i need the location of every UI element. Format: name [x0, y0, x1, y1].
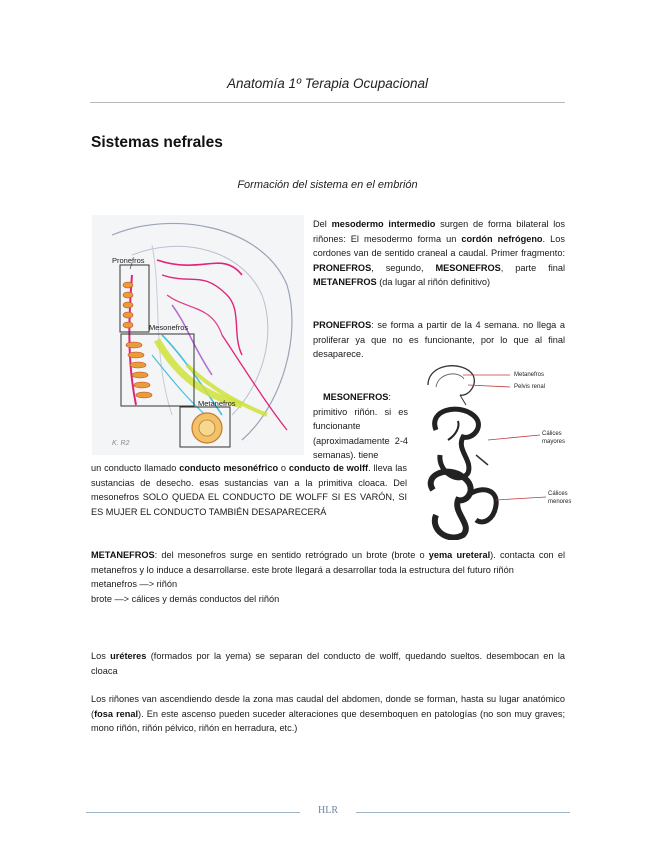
footer-divider-left	[86, 812, 300, 813]
term: conducto mesonéfrico	[179, 463, 279, 473]
artist-signature: K. R2	[112, 440, 130, 447]
term: mesodermo intermedio	[331, 219, 436, 229]
text: metanefros —> riñón	[91, 579, 178, 589]
text: un conducto llamado	[91, 463, 180, 473]
paragraph-ureteres	[91, 649, 565, 678]
term: METANEFROS	[313, 277, 377, 287]
text: : se forma a partir de la 4 semana. no llega a proliferar ya que no es funcionante, por lo que al final desaparece.	[313, 320, 565, 359]
text: ). contacta con el metanefros y lo induce a desarrollarse. este brote llegará a desarrollar toda la estructura del futuro riñón	[91, 550, 565, 575]
text: : del mesonefros surge en sentido retrógrado un brote (brote o	[154, 550, 429, 560]
footer-initials: HLR	[318, 805, 338, 816]
term: MESONEFROS	[323, 392, 389, 402]
text: : primitivo riñón. si es funcionante (aproximadamente 2-4 semanas). tiene	[313, 392, 408, 460]
footer-divider-right	[356, 812, 570, 813]
term: yema ureteral	[428, 550, 491, 560]
paragraph-mesonefros-continued	[91, 461, 407, 519]
text: , segundo,	[371, 262, 436, 273]
text: ). En este ascenso pueden suceder alteraciones que desemboquen en patologías (no son muy graves; mono riñón, riñón pélvico, riñón en herradura, etc.)	[91, 708, 565, 733]
term: METANEFROS	[91, 550, 155, 560]
paragraph-metanefros	[91, 548, 565, 606]
label-pronefros: Pronefros	[112, 256, 145, 265]
term: uréteres	[110, 651, 147, 661]
term: fosa renal	[94, 708, 139, 719]
label-mesonefros: Mesonefros	[149, 323, 189, 332]
paragraph-intro	[313, 217, 565, 290]
term: PRONEFROS	[313, 262, 372, 273]
term: conducto de wolff	[288, 463, 369, 473]
paragraph-ascenso	[91, 692, 565, 736]
paragraph-mesonefros	[313, 390, 408, 463]
section-subtitle: Formación del sistema en el embrión	[237, 179, 418, 191]
text: . lleva las sustancias de desecho. esas sustancias van a la primitiva cloaca. Del mesonefros SOLO QUEDA EL CONDUCTO DE WOLFF SI ES VARÓN, SI ES MUJER EL CONDUCTO TAMBIÉN DESAPARECERÁ	[91, 463, 407, 517]
text: . Los cordones van de sentido craneal a caudal. Primer fragmento:	[313, 233, 565, 258]
text: Los riñones van ascendiendo desde la zona mas caudal del abdomen, donde se forman, hasta su lugar anatómico (	[91, 694, 565, 719]
term: cordón nefrógeno	[461, 233, 543, 244]
header-divider	[90, 102, 565, 103]
label-menores: menores	[548, 499, 572, 505]
text: brote —> cálices y demás conductos del riñón	[91, 593, 280, 604]
text: Los	[91, 651, 111, 661]
text: (formados por la yema) se separan del conducto de wolff, quedando sueltos. desembocan en la cloaca	[91, 651, 565, 676]
label-metanefros: Metanefros	[198, 399, 236, 408]
text: Del	[313, 219, 332, 229]
section-title: Sistemas nefrales	[91, 134, 223, 151]
text: , parte final	[500, 262, 565, 273]
term: PRONEFROS	[313, 320, 372, 330]
text: (da lugar al riñón definitivo)	[376, 277, 491, 287]
term: MESONEFROS	[435, 262, 501, 273]
embryo-nephric-figure	[92, 215, 304, 455]
label-calices-1: Cálices	[542, 431, 562, 437]
running-header: Anatomía 1º Terapia Ocupacional	[226, 76, 429, 91]
text: o	[278, 463, 289, 473]
paragraph-pronefros	[313, 318, 565, 362]
text: surgen de forma bilateral los riñones: El mesodermo forma un	[313, 219, 565, 244]
label-pelvis-renal: Pelvis renal	[514, 384, 546, 390]
label-metanefros-2: Metanefros	[514, 372, 545, 378]
label-mayores: mayores	[542, 439, 566, 445]
kidney-development-figure	[418, 355, 618, 540]
label-calices-2: Cálices	[548, 491, 568, 497]
